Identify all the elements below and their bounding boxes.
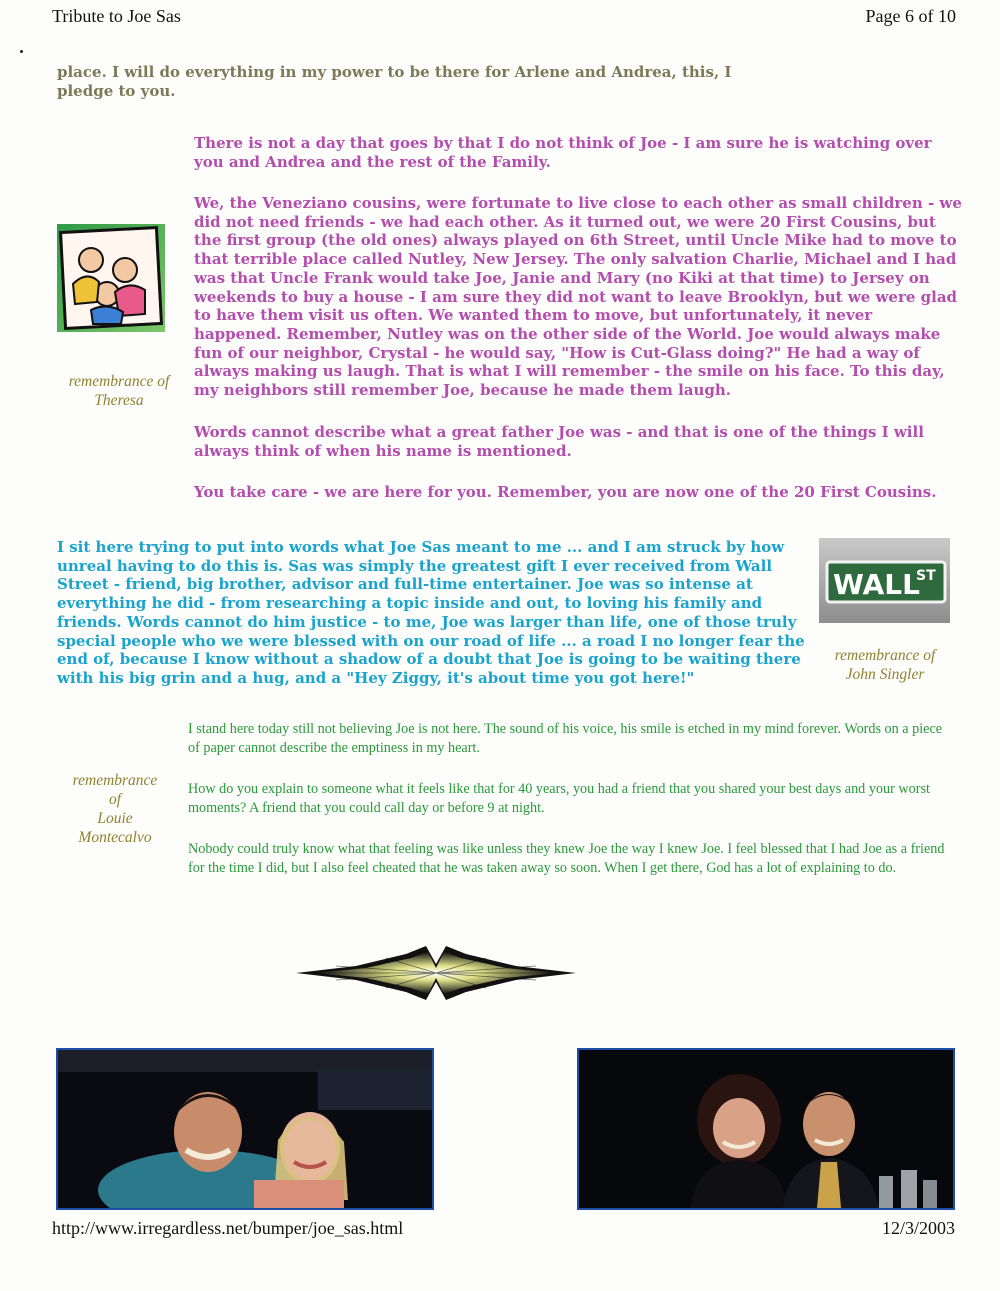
wall-street-sign-icon [819,538,950,623]
caption-louie [52,771,178,847]
caption-john [815,646,955,684]
caption-theresa-line-1: remembrance of [68,373,170,390]
sign-text-suffix: ST [916,568,936,584]
caption-louie-line-1: remembrance [72,772,158,789]
caption-theresa-line-2: Theresa [94,392,144,409]
caption-louie-line-3: Louie [97,810,133,827]
louie-paragraph-2: How do you explain to someone what it feels like that for 40 years, you had a friend that you shared your best days and your worst moments? A friend that you could call day or before 9 at night. [188,781,930,816]
footer-date: 12/3/2003 [881,1218,955,1238]
theresa-paragraph-4: You take care - we are here for you. Remember, you are now one of the 20 First Cousins. [194,483,937,501]
photo-couple-seated-image [579,1050,953,1208]
photo-couple-dancing-image [58,1050,432,1208]
theresa-paragraph-3: Words cannot describe what a great father Joe was - and that is one of the things I will always think of when his name is mentioned. [194,423,924,460]
theresa-paragraph-2: We, the Veneziano cousins, were fortunate to live close to each other as small children - we did not need friends - we had each other. As it turned out, we were 20 First Cousins, but the first group (the old ones) always played on 6th Street, until Uncle Mike had to move to that terrible place called Nutley, New Jersey. The only salvation Charlie, Michael and I had was that Uncle Frank would take Joe, Janie and Mary (no Kiki at that time) to Jersey on weekends to buy a house - I am sure they did not want to leave Brooklyn, but we were glad to have them visit us often. We wanted them to move, but unfortunately, it never happened. Remember, Nutley was on the other side of the World. Joe would always make fun of our neighbor, Crystal - he would say, "How is Cut-Glass doing?" He had a way of always making us laugh. That is what I will remember - the smile on his face. To this day, my neighbors still remember Joe, because he made them laugh. [194,194,962,400]
photo-couple-seated [577,1048,955,1210]
john-paragraph: I sit here trying to put into words what Joe Sas meant to me ... and I am struck by how unreal having to do this is. Sas was simply the greatest gift I ever received from Wall Street - friend, big brother, advisor and full-time entertainer. Joe was so intense at everything he did - from researching a topic inside and out, to loving his family and friends. Words cannot do him justice - to me, Joe was larger than life, one of those truly special people who we were blessed with on our road of life ... a road I no longer fear the end of, because I know without a shadow of a doubt that Joe is going to be waiting there with his big grin and a hug, and a "Hey Ziggy, it's about time you got here!" [57,538,805,687]
theresa-paragraph-1: There is not a day that goes by that I do not think of Joe - I am sure he is watching over you and Andrea and the rest of the Family. [194,134,932,171]
sign-text-main: WALL [833,568,920,601]
louie-paragraph-1: I stand here today still not believing Joe is not here. The sound of his voice, his smile is etched in my mind forever. Words on a piece of paper cannot describe the emptiness in my heart. [188,721,943,756]
louie-paragraph-3: Nobody could truly know what that feeling was like unless they knew Joe the way I knew Joe. I feel blessed that I had Joe as a friend for the time I did, but I also feel cheated that he was taken away so soon. When I get there, God has a lot of explaining to do. [188,841,945,876]
starburst-divider-icon [296,946,576,1000]
intro-paragraph: place. I will do everything in my power to be there for Arlene and Andrea, this, I pledge to you. [57,63,732,100]
caption-theresa [52,372,186,410]
stray-dot [20,50,23,53]
three-children-clipart-icon [57,224,165,332]
caption-john-line-2: John Singler [845,666,925,683]
footer-url: http://www.irregardless.net/bumper/joe_sas.html [52,1218,404,1238]
photo-couple-dancing [56,1048,434,1210]
caption-louie-line-2: of [108,791,122,808]
page-header-title: Tribute to Joe Sas [52,6,181,26]
caption-john-line-1: remembrance of [834,647,936,664]
caption-louie-line-4: Montecalvo [78,829,152,846]
page-number: Page 6 of 10 [865,6,956,26]
